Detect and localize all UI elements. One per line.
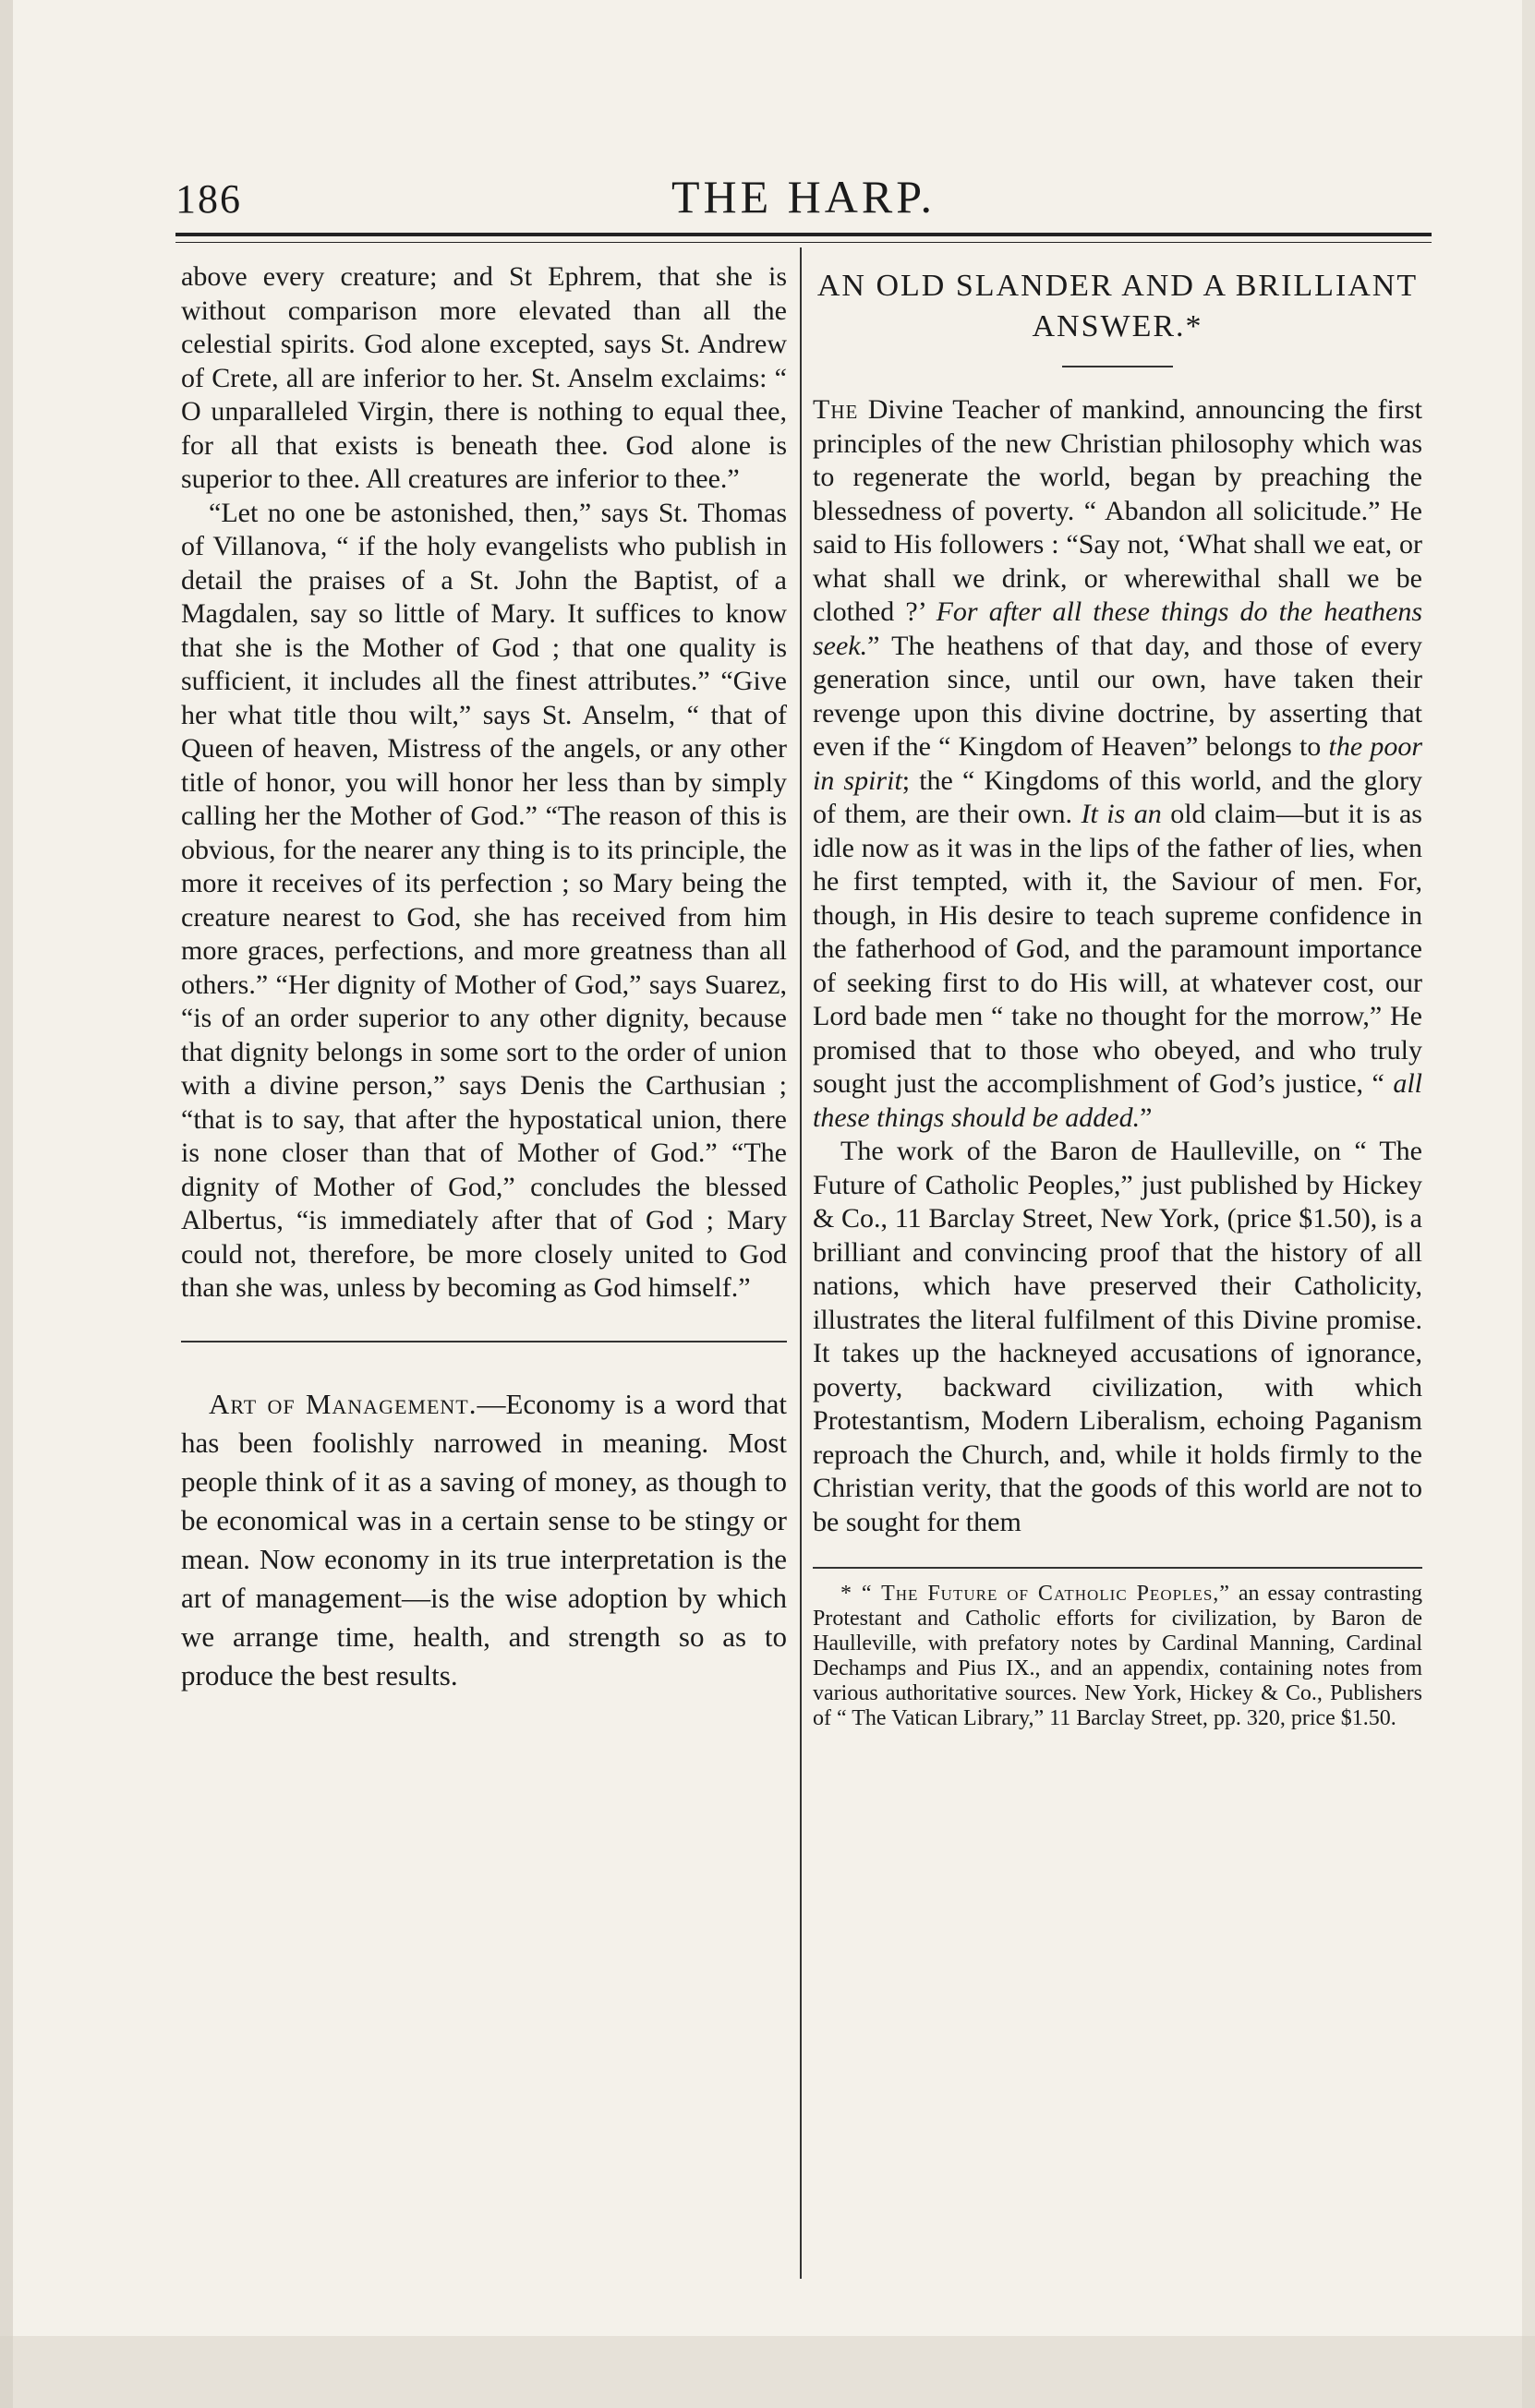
paragraph-1-part-a: Divine Teacher of mankind, announcing the first principles of the new Christian philosophy which was to regenerate the world, began by preaching the blessedness of poverty. “ Abandon all solicitude.” He said to His followers : “Say not, ‘What shall we eat, or what shall we drink, or wherewithal shall we be clothed ?’	[813, 394, 1422, 627]
art-of-management-text: —Economy is a word that has been foolishly narrowed in meaning. Most people think of it as a saving of money, as though to be economical was in a certain sense to be stingy or mean. Now economy in its true interpretation is the art of management—is the wise adoption by which we arrange time, health, and strength so as to produce the best results.	[181, 1387, 787, 1692]
title-rule	[1062, 366, 1173, 367]
column-divider	[800, 247, 802, 2279]
left-column	[181, 260, 787, 1695]
footnote-lead: * “ The Future of Catholic Peoples,”	[840, 1582, 1230, 1606]
art-of-management-heading: Art of Management.	[209, 1387, 477, 1420]
right-column	[813, 260, 1422, 1731]
paragraph-1-italic-1: For after all these things do the heathens seek.	[813, 596, 1422, 661]
footnote-rule	[813, 1567, 1422, 1569]
page-number: 186	[175, 176, 242, 222]
art-of-management-paragraph	[181, 1385, 787, 1695]
paragraph-1-italic-2: the poor in spirit	[813, 731, 1422, 796]
paragraph-1-italic-3: It is an	[1081, 799, 1162, 829]
left-paragraph-2: “Let no one be astonished, then,” says St. Thomas of Villanova, “ if the holy evangelists who publish in detail the praises of a St. John the Baptist, of a Magdalen, say so little of Mary. It suffices to know that she is the Mother of God ; that one quality is sufficient, it includes all the finest attributes.” “Give her what title thou wilt,” says St. Anselm, “ that of Queen of heaven, Mistress of the angels, or any other title of honor, you will honor her less than by simply calling her the Mother of God.” “The reason of this is obvious, for the nearer any thing is to its principle, the more it receives of its perfection ; so Mary being the creature nearest to God, she has received from him more graces, perfections, and more greatness than all others.” “Her dignity of Mother of God,” says Suarez, “is of an order superior to any other dignity, because that dignity belongs in some sort to the order of union with a divine person,” says Denis the Carthusian ; “that is to say, that after the hypostatical union, there is none closer than that of Mother of God.” “The dignity of Mother of God,” concludes the blessed Albertus, “is immediately after that of God ; Mary could not, therefore, be more closely united to God than she was, unless by becoming as God himself.”	[181, 497, 787, 1303]
left-paragraph-1: above every creature; and St Ephrem, that she is without comparison more elevated than all the celestial spirits. God alone excepted, says St. Andrew of Crete, all are inferior to her. St. Anselm exclaims: “ O unparalleled Virgin, there is nothing to equal thee, for all that exists is beneath thee. God alone is superior to thee. All creatures are inferior to thee.”	[181, 261, 787, 494]
header-rule-thin	[175, 242, 1432, 243]
paragraph-1-part-c: ; the “ Kingdoms of this world, and the glory of them, are their own.	[813, 765, 1422, 829]
footnote	[813, 1582, 1422, 1731]
section-divider	[181, 1341, 787, 1342]
running-title: THE HARP.	[671, 171, 937, 223]
paragraph-1-italic-4: all these things should be added.	[813, 1068, 1422, 1133]
header-rule	[175, 233, 1432, 236]
paragraph-1-part-d: old claim—but it is as idle now as it was in the lips of the father of lies, when he first tempted, with it, the Saviour of men. For, though, in His desire to teach supreme confidence in the fatherhood of God, and the paramount importance of seeking first to do His will, at whatever cost, our Lord bade men “ take no thought for the morrow,” He promised that to those who obeyed, and who truly sought just the accomplishment of God’s justice, “	[813, 799, 1422, 1099]
paragraph-1-part-e: ”	[1140, 1102, 1153, 1133]
page-header	[175, 166, 1432, 231]
paragraph-lead: The	[813, 394, 859, 425]
right-paragraph-2: The work of the Baron de Haulleville, on “ The Future of Catholic Peoples,” just published by Hickey & Co., 11 Barclay Street, New York, (price $1.50), is a brilliant and convincing proof that the history of all nations, which have preserved their Catholicity, illustrates the literal fulfilment of this Divine promise. It takes up the hackneyed accusations of ignorance, poverty, backward civilization, with which Protestantism, Modern Liberalism, echoing Paganism reproach the Church, and, while it holds firmly to the Christian verity, that the goods of this world are not to be sought for them	[813, 1136, 1422, 1537]
footnote-text: an essay contrasting Protestant and Catholic efforts for civilization, by Baron de Haulleville, with prefatory notes by Cardinal Manning, Cardinal Dechamps and Pius IX., and an appendix, containing notes from various authoritative sources. New York, Hickey & Co., Publishers of “ The Vatican Library,” 11 Barclay Street, pp. 320, price $1.50.	[813, 1582, 1423, 1730]
paragraph-1-part-b: ” The heathens of that day, and those of every generation since, until our own, have taken their revenge upon this divine doctrine, by asserting that even if the “ Kingdom of Heaven” belongs to	[813, 630, 1422, 762]
article-title: AN OLD SLANDER AND A BRILLIANT ANSWER.*	[816, 269, 1419, 343]
right-paragraph-1	[813, 393, 1422, 1135]
